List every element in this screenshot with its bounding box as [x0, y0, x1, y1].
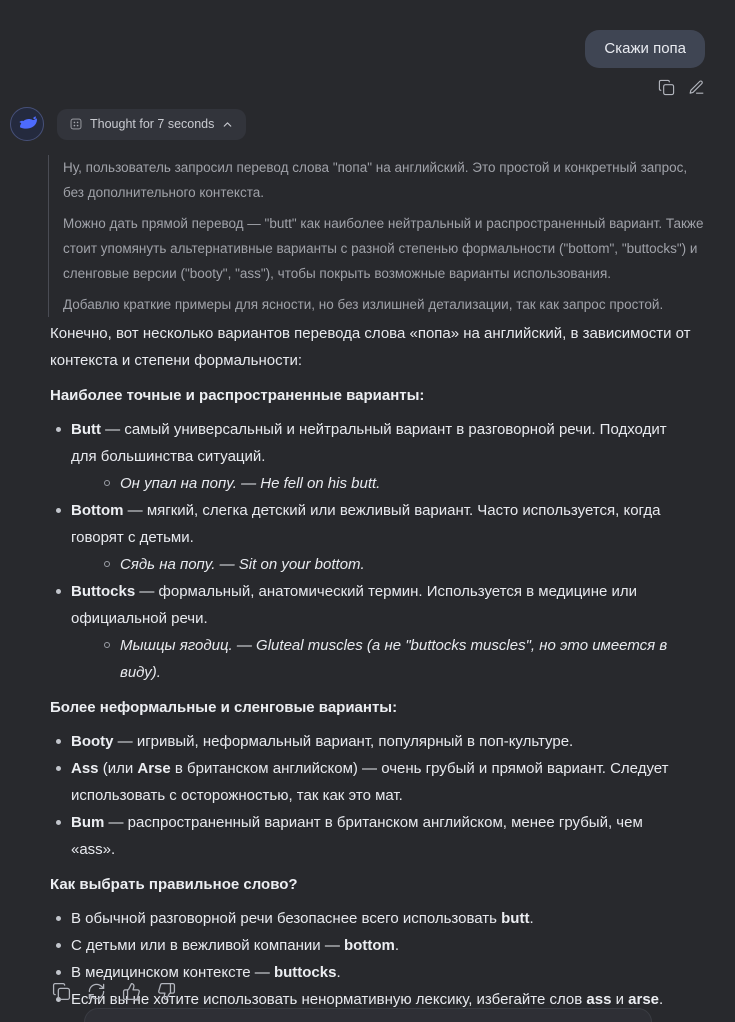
thought-toggle-button[interactable]	[57, 109, 246, 140]
text-segment: .	[529, 910, 534, 927]
text-segment: — формальный, анатомический термин. Используется в медицине или официальной речи.	[71, 583, 637, 627]
bullet-list	[50, 728, 691, 863]
list-item	[50, 932, 691, 959]
thought-toggle-label: Thought for 7 seconds	[90, 117, 215, 131]
thinking-paragraph: Добавлю краткие примеры для ясности, но без излишней детализации, так как запрос простой.	[63, 297, 664, 312]
user-message-bubble: Скажи попа	[585, 30, 705, 68]
text-segment: butt	[501, 910, 530, 927]
text-segment: .	[394, 937, 400, 954]
sub-list-item	[99, 470, 691, 497]
text-segment: ass	[586, 991, 612, 1008]
chevron-up-icon	[221, 118, 234, 131]
text-segment: Bum	[71, 814, 105, 831]
text-segment: Наиболее точные и распространенные варианты:	[50, 387, 425, 404]
sub-list	[99, 551, 691, 578]
text-segment: Сядь на попу. — Sit on your bottom.	[120, 556, 365, 573]
copy-icon	[52, 982, 71, 1001]
section-heading	[50, 871, 691, 898]
text-segment: В обычной разговорной речи безопаснее всего использовать	[71, 910, 502, 927]
text-segment: Более неформальные и сленговые варианты:	[50, 699, 398, 716]
thumbs-up-icon	[122, 982, 141, 1001]
bullet-list	[50, 416, 691, 686]
regenerate-icon	[87, 982, 106, 1001]
list-item	[50, 416, 691, 497]
list-item	[50, 905, 691, 932]
sub-list-item	[99, 551, 691, 578]
text-segment: — мягкий, слегка детский или вежливый вариант. Часто используется, когда говорят с детьми.	[71, 502, 661, 546]
response-actions	[50, 980, 178, 1003]
text-segment: и	[611, 991, 629, 1008]
text-segment: arse	[628, 991, 660, 1008]
user-message-actions	[656, 77, 707, 98]
sub-list	[99, 470, 691, 497]
text-segment: — самый универсальный и нейтральный вариант в разговорной речи. Подходит для большинства ситуаций.	[71, 421, 667, 465]
regenerate-button[interactable]	[85, 980, 108, 1003]
thumbs-down-button[interactable]	[155, 980, 178, 1003]
text-segment: (или	[98, 760, 138, 777]
message-input-box-edge[interactable]	[84, 1008, 652, 1022]
section-heading	[50, 382, 691, 409]
text-segment: Конечно, вот несколько вариантов перевода слова «попа» на английский, в зависимости от контекста и степени формальности:	[50, 325, 691, 369]
thinking-block	[48, 155, 708, 317]
list-item	[50, 809, 691, 863]
assistant-avatar	[10, 107, 44, 141]
edit-button[interactable]	[686, 77, 707, 98]
list-item	[50, 578, 691, 686]
sub-list	[99, 632, 691, 686]
text-segment: В медицинском контексте —	[71, 964, 274, 981]
copy-icon	[658, 79, 675, 96]
text-segment: Ass	[71, 760, 99, 777]
thumbs-up-button[interactable]	[120, 980, 143, 1003]
text-segment: — игривый, неформальный вариант, популярный в поп-культуре.	[113, 733, 574, 750]
thinking-paragraph: Ну, пользователь запросил перевод слова "попа" на английский. Это простой и конкретный запрос, без дополнительного контекста.	[63, 160, 688, 200]
text-segment: Мышцы ягодиц. — Gluteal muscles (а не "buttocks muscles", но это имеется в виду).	[120, 637, 668, 681]
deepseek-whale-logo-icon	[16, 113, 39, 136]
copy-button[interactable]	[656, 77, 677, 98]
sub-list-item	[99, 632, 691, 686]
text-segment: Buttocks	[71, 583, 136, 600]
thinking-paragraph: Можно дать прямой перевод — "butt" как наиболее нейтральный и распространенный вариант. Также стоит упомянуть альтернативные варианты с разной степенью формальности ("bottom", "buttocks") и сленговые версии ("booty", "ass"), чтобы покрыть возможные варианты использования.	[63, 216, 704, 281]
list-item	[50, 497, 691, 578]
answer-paragraph	[50, 320, 691, 374]
text-segment: bottom	[344, 937, 395, 954]
text-segment: buttocks	[273, 964, 337, 981]
text-segment: .	[659, 991, 664, 1008]
text-segment: в британском английском) — очень грубый и прямой вариант. Следует использовать с осторожностью, так как это мат.	[71, 760, 669, 804]
list-item	[50, 728, 691, 755]
text-segment: Как выбрать правильное слово?	[50, 876, 298, 893]
list-item	[50, 755, 691, 809]
text-segment: Arse	[137, 760, 171, 777]
copy-button[interactable]	[50, 980, 73, 1003]
text-segment: Butt	[71, 421, 101, 438]
text-segment: .	[336, 964, 341, 981]
assistant-header	[10, 107, 246, 141]
assistant-message-content	[50, 320, 691, 1019]
thumbs-down-icon	[157, 982, 176, 1001]
text-segment: Он упал на попу. — He fell on his butt.	[120, 475, 381, 492]
thinking-icon	[69, 117, 83, 131]
section-heading	[50, 694, 691, 721]
text-segment: Если вы не хотите использовать ненормативную лексику, избегайте слов	[71, 991, 587, 1008]
text-segment: С детьми или в вежливой компании —	[71, 937, 345, 954]
text-segment: Bottom	[71, 502, 124, 519]
text-segment: — распространенный вариант в британском английском, менее грубый, чем «ass».	[71, 814, 643, 858]
text-segment: Booty	[71, 733, 114, 750]
edit-icon	[688, 79, 705, 96]
